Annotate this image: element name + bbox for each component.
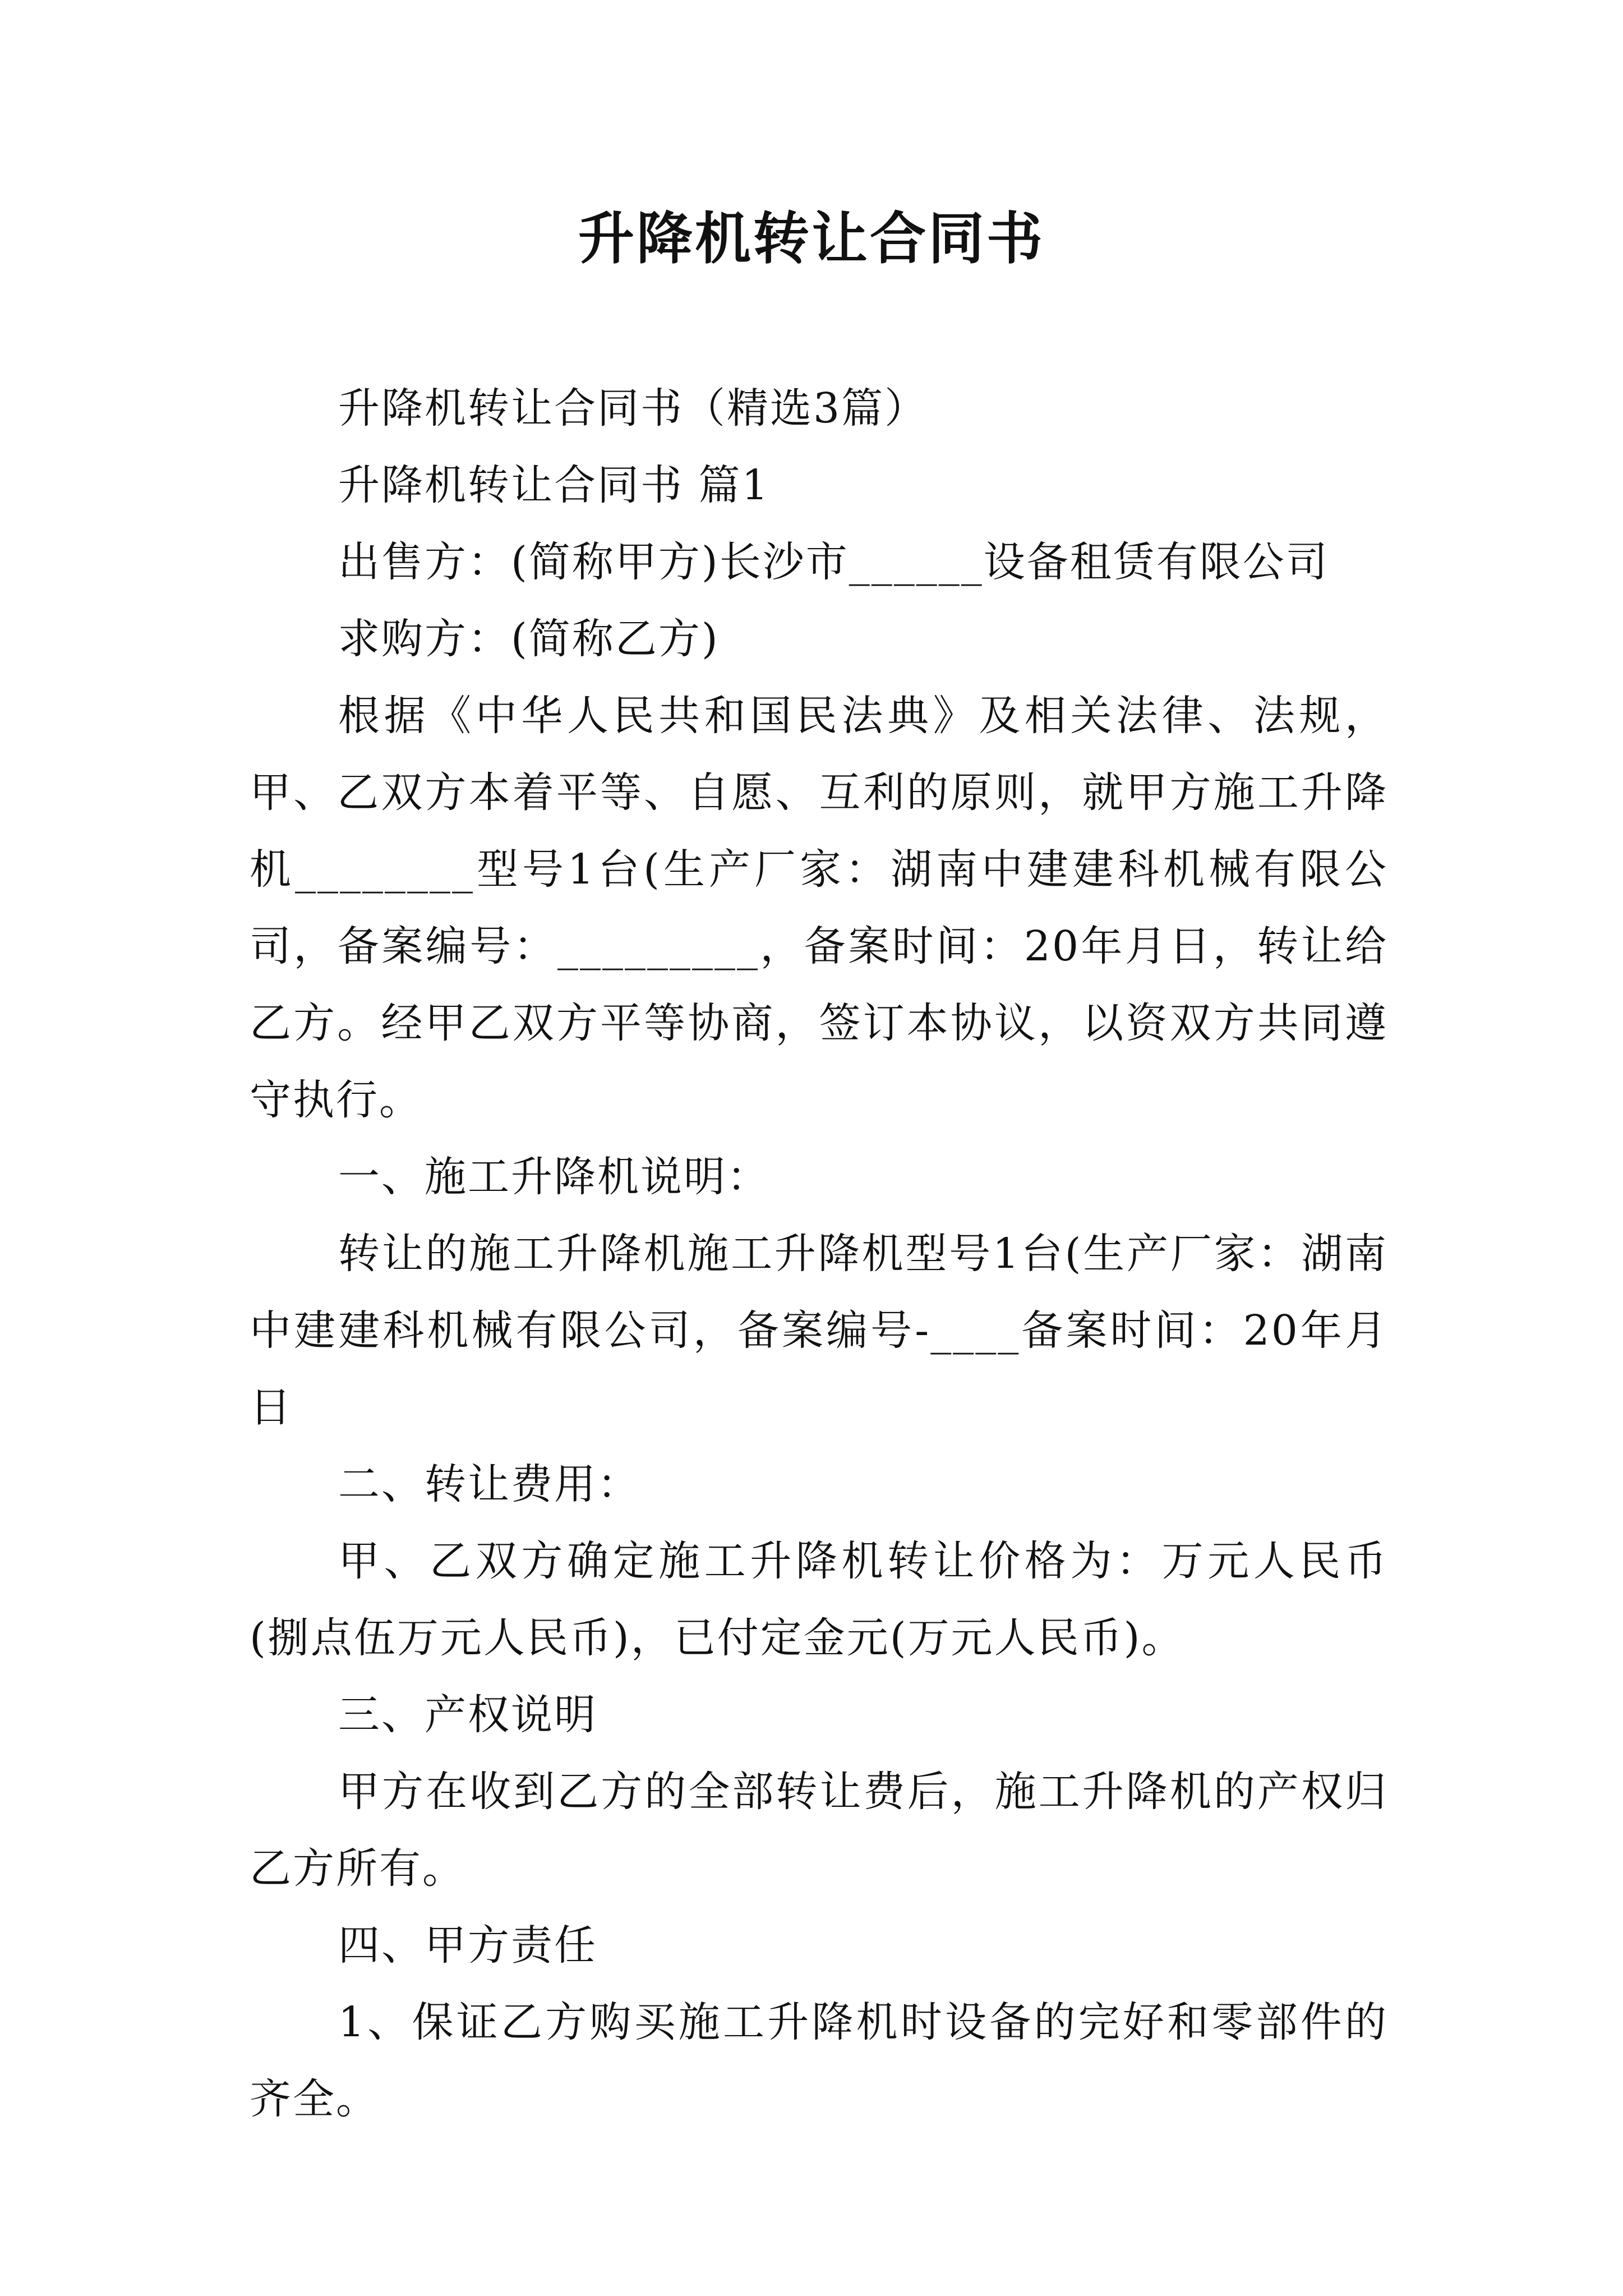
paragraph-fees: 甲、乙双方确定施工升降机转让价格为：万元人民币(捌点伍万元人民币)，已付定金元(万元人民币)。 bbox=[250, 1537, 1388, 1662]
document-body bbox=[250, 370, 1388, 2138]
paragraph-intro: 根据《中华人民共和国民法典》及相关法律、法规，甲、乙双方本着平等、自愿、互利的原则，就甲方施工升降机________型号1台(生产厂家：湖南中建建科机械有限公司，备案编号：_________，备案时间：20年月日，转让给乙方。经甲乙双方平等协商，签订本协议，以资双方共同遵守执行。 bbox=[250, 692, 1388, 1124]
section-heading-1: 一、施工升降机说明： bbox=[338, 1153, 770, 1201]
section-heading-2: 二、转让费用： bbox=[338, 1460, 640, 1508]
paragraph-responsibility-1: 1、保证乙方购买施工升降机时设备的完好和零部件的齐全。 bbox=[250, 1998, 1388, 2123]
paragraph-part-heading: 升降机转让合同书 篇1 bbox=[338, 461, 770, 509]
paragraph-description: 转让的施工升降机施工升降机型号1台(生产厂家：湖南中建建科机械有限公司，备案编号-____备案时间：20年月日 bbox=[250, 1230, 1388, 1432]
paragraph-seller: 出售方：(简称甲方)长沙市______设备租赁有限公司 bbox=[338, 538, 1329, 586]
paragraph-buyer: 求购方：(简称乙方) bbox=[338, 615, 720, 663]
paragraph-ownership: 甲方在收到乙方的全部转让费后，施工升降机的产权归乙方所有。 bbox=[250, 1768, 1388, 1893]
paragraph-heading-selection: 升降机转让合同书（精选3篇） bbox=[338, 384, 928, 432]
section-heading-4: 四、甲方责任 bbox=[338, 1921, 597, 1970]
document-title: 升降机转让合同书 bbox=[578, 205, 1045, 272]
section-heading-3: 三、产权说明 bbox=[338, 1691, 597, 1739]
